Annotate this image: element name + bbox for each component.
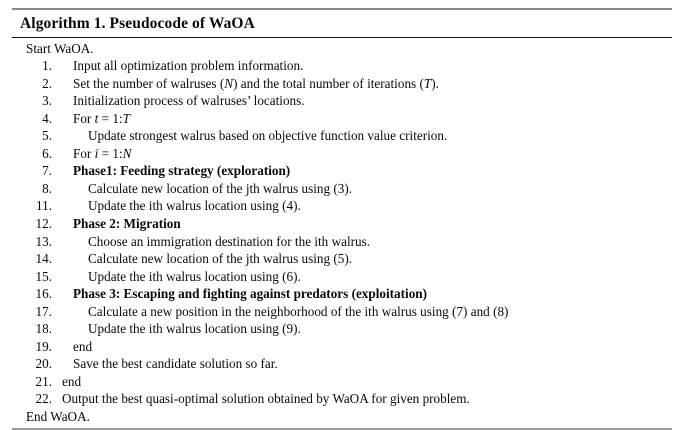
- algorithm-line: [12, 390, 672, 408]
- line-text: Phase1: Feeding strategy (exploration): [73, 163, 291, 179]
- line-number: 13.: [35, 233, 52, 249]
- algorithm-line: [12, 197, 672, 215]
- line-text: Update the ith walrus location using (9).: [88, 321, 301, 337]
- line-number: 7.: [42, 163, 52, 179]
- algorithm-line: [12, 75, 672, 93]
- line-number: 4.: [42, 110, 52, 126]
- algorithm-start-line: Start WaOA.: [26, 40, 94, 56]
- line-number: 19.: [35, 338, 52, 354]
- algorithm-body: [12, 38, 672, 428]
- algorithm-line: [12, 373, 672, 391]
- line-text: Update the ith walrus location using (4).: [88, 198, 301, 214]
- line-number: 1.: [42, 58, 52, 74]
- algorithm-line-list: [12, 57, 672, 408]
- line-text: Set the number of walruses (N) and the total number of iterations (T).: [73, 75, 439, 91]
- algorithm-end-line: End WaOA.: [26, 408, 90, 424]
- algorithm-line: [12, 355, 672, 373]
- line-text: Update the ith walrus location using (6).: [88, 268, 301, 284]
- line-number: 8.: [42, 180, 52, 196]
- line-number: 20.: [35, 356, 52, 372]
- line-number: 17.: [35, 303, 52, 319]
- line-text: For i = 1:N: [73, 145, 132, 161]
- algorithm-line: [12, 127, 672, 145]
- line-text: Phase 3: Escaping and fighting against predators (exploitation): [73, 286, 428, 302]
- algorithm-line: [12, 110, 672, 128]
- line-number: 6.: [42, 145, 52, 161]
- algorithm-line: [12, 268, 672, 286]
- algorithm-block: [12, 8, 672, 430]
- line-text: Choose an immigration destination for the ith walrus.: [88, 233, 371, 249]
- algorithm-line: [12, 320, 672, 338]
- line-text: Output the best quasi-optimal solution obtained by WaOA for given problem.: [62, 391, 470, 407]
- line-number: 18.: [35, 321, 52, 337]
- line-text: Update strongest walrus based on objective function value criterion.: [88, 128, 448, 144]
- line-number: 5.: [42, 128, 52, 144]
- line-text: Phase 2: Migration: [73, 215, 181, 231]
- line-text: For t = 1:T: [73, 110, 130, 126]
- line-text: end: [62, 373, 82, 389]
- line-number: 12.: [35, 215, 52, 231]
- algorithm-line: [12, 250, 672, 268]
- algorithm-line: [12, 92, 672, 110]
- line-text: Initialization process of walruses’ locations.: [73, 93, 305, 109]
- line-text: Input all optimization problem information.: [73, 58, 304, 74]
- line-text: Calculate a new position in the neighborhood of the ith walrus using (7) and (8): [88, 303, 509, 319]
- algorithm-title: Algorithm 1. Pseudocode of WaOA: [20, 15, 255, 32]
- line-number: 21.: [35, 373, 52, 389]
- line-text: Save the best candidate solution so far.: [73, 356, 278, 372]
- algorithm-line: [12, 57, 672, 75]
- line-number: 2.: [42, 75, 52, 91]
- line-text: Calculate new location of the jth walrus using (3).: [88, 180, 353, 196]
- line-text: end: [73, 338, 93, 354]
- algorithm-line: [12, 145, 672, 163]
- algorithm-line: [12, 215, 672, 233]
- algorithm-line: [12, 303, 672, 321]
- algorithm-line: [12, 162, 672, 180]
- algorithm-line: [12, 180, 672, 198]
- line-number: 11.: [36, 198, 52, 214]
- bottom-horizontal-rule: [12, 428, 672, 430]
- line-number: 22.: [35, 391, 52, 407]
- algorithm-line: [12, 233, 672, 251]
- line-number: 14.: [35, 251, 52, 267]
- line-number: 15.: [35, 268, 52, 284]
- line-number: 16.: [35, 286, 52, 302]
- algorithm-line: [12, 285, 672, 303]
- line-text: Calculate new location of the jth walrus using (5).: [88, 251, 353, 267]
- line-number: 3.: [42, 93, 52, 109]
- algorithm-line: [12, 338, 672, 356]
